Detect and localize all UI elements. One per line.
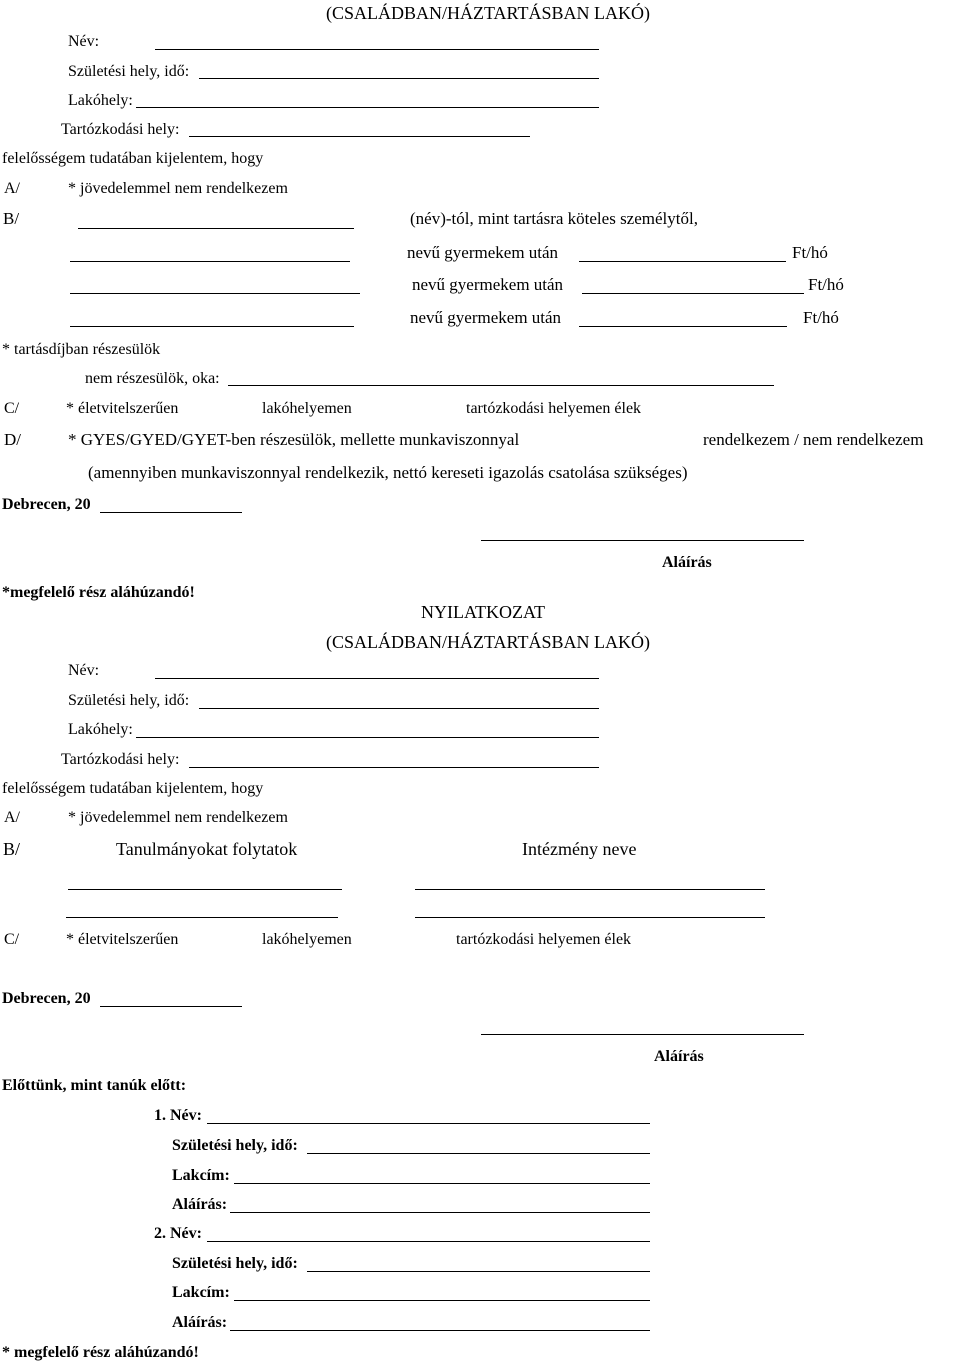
form1-child2-line[interactable] bbox=[70, 293, 360, 294]
form1-a-text: * jövedelemmel nem rendelkezem bbox=[68, 180, 288, 197]
form2-footnote: * megfelelő rész aláhúzandó! bbox=[2, 1344, 199, 1361]
form1-d-options: rendelkezem / nem rendelkezem bbox=[703, 430, 924, 449]
form2-signature-label: Aláírás bbox=[654, 1048, 704, 1065]
form1-c-label: C/ bbox=[4, 400, 20, 417]
form1-child1-text: nevű gyermekem után bbox=[407, 243, 559, 262]
form2-studies-line1[interactable] bbox=[68, 889, 342, 890]
form1-b-name-line[interactable] bbox=[78, 228, 354, 229]
form2-c-text1: * életvitelszerűen bbox=[66, 931, 179, 948]
form2-b-label: B/ bbox=[3, 839, 21, 859]
form1-date-line[interactable] bbox=[100, 512, 242, 513]
witness1-address-line[interactable] bbox=[234, 1183, 650, 1184]
form1-c-text3: tartózkodási helyemen élek bbox=[466, 400, 642, 417]
form1-d-note: (amennyiben munkaviszonnyal rendelkezik, nettó kereseti igazolás csatolása szükséges) bbox=[88, 463, 688, 482]
form1-footnote: *megfelelő rész aláhúzandó! bbox=[2, 584, 195, 601]
witness2-name-label: 2. Név: bbox=[154, 1225, 202, 1242]
form1-residence-line[interactable] bbox=[136, 107, 599, 108]
form1-child2-unit: Ft/hó bbox=[808, 275, 844, 294]
form1-child3-text: nevű gyermekem után bbox=[410, 308, 562, 327]
form2-studies-label: Tanulmányokat folytatok bbox=[116, 839, 298, 859]
witness1-address-label: Lakcím: bbox=[172, 1167, 230, 1184]
form1-child1-unit: Ft/hó bbox=[792, 243, 828, 262]
witness2-address-line[interactable] bbox=[234, 1300, 650, 1301]
form1-reason-line[interactable] bbox=[228, 385, 774, 386]
witness2-name-line[interactable] bbox=[207, 1241, 650, 1242]
form2-residence-line[interactable] bbox=[136, 737, 599, 738]
form2-birth-line[interactable] bbox=[199, 708, 599, 709]
witness2-address-label: Lakcím: bbox=[172, 1284, 230, 1301]
form1-a-label: A/ bbox=[4, 180, 20, 197]
form2-signature-line[interactable] bbox=[481, 1034, 804, 1035]
form1-title: (CSALÁDBAN/HÁZTARTÁSBAN LAKÓ) bbox=[326, 3, 650, 23]
witness1-signature-line[interactable] bbox=[230, 1212, 650, 1213]
form1-child3-unit: Ft/hó bbox=[803, 308, 839, 327]
form2-stay-label: Tartózkodási hely: bbox=[61, 751, 180, 768]
witness2-birth-line[interactable] bbox=[307, 1271, 650, 1272]
witness2-signature-line[interactable] bbox=[230, 1330, 650, 1331]
form2-stay-line[interactable] bbox=[189, 767, 599, 768]
form1-birth-label: Születési hely, idő: bbox=[68, 63, 190, 80]
form1-name-label: Név: bbox=[68, 33, 100, 50]
form2-c-text2: lakóhelyemen bbox=[262, 931, 352, 948]
form1-stay-line[interactable] bbox=[189, 136, 530, 137]
form1-residence-label: Lakóhely: bbox=[68, 92, 133, 109]
form1-d-text: * GYES/GYED/GYET-ben részesülök, mellette munkaviszonnyal bbox=[68, 430, 520, 449]
form1-child1-amount-line[interactable] bbox=[579, 261, 786, 262]
form1-child2-text: nevű gyermekem után bbox=[412, 275, 564, 294]
form2-declaration: felelősségem tudatában kijelentem, hogy bbox=[2, 780, 264, 797]
form2-residence-label: Lakóhely: bbox=[68, 721, 133, 738]
witness2-signature-label: Aláírás: bbox=[172, 1314, 228, 1331]
form1-b-label: B/ bbox=[3, 209, 20, 228]
witness1-signature-label: Aláírás: bbox=[172, 1196, 228, 1213]
form1-name-line[interactable] bbox=[155, 49, 599, 50]
form2-date-line[interactable] bbox=[100, 1006, 242, 1007]
form1-stay-label: Tartózkodási hely: bbox=[61, 121, 180, 138]
form1-birth-line[interactable] bbox=[199, 78, 599, 79]
form1-b-text: (név)-tól, mint tartásra köteles személytől, bbox=[410, 209, 698, 228]
form1-signature-label: Aláírás bbox=[662, 554, 712, 571]
form1-child2-amount-line[interactable] bbox=[582, 293, 804, 294]
form1-signature-line[interactable] bbox=[481, 540, 804, 541]
form1-c-text2: lakóhelyemen bbox=[262, 400, 352, 417]
form1-d-label: D/ bbox=[4, 430, 21, 449]
form1-not-receiving-label: nem részesülök, oka: bbox=[85, 370, 220, 387]
form1-place-date-label: Debrecen, 20 bbox=[2, 496, 91, 513]
witness1-name-label: 1. Név: bbox=[154, 1107, 202, 1124]
form2-place-date-label: Debrecen, 20 bbox=[2, 990, 91, 1007]
witnesses-heading: Előttünk, mint tanúk előtt: bbox=[2, 1077, 187, 1094]
form2-name-line[interactable] bbox=[155, 678, 599, 679]
witness1-birth-line[interactable] bbox=[307, 1153, 650, 1154]
form2-c-text3: tartózkodási helyemen élek bbox=[456, 931, 632, 948]
form2-name-label: Név: bbox=[68, 662, 100, 679]
form2-institution-line1[interactable] bbox=[415, 889, 765, 890]
form1-child3-amount-line[interactable] bbox=[579, 326, 787, 327]
witness1-name-line[interactable] bbox=[207, 1123, 650, 1124]
witness1-birth-label: Születési hely, idő: bbox=[172, 1137, 298, 1154]
form1-alimony-text: * tartásdíjban részesülök bbox=[2, 341, 161, 358]
form1-child1-line[interactable] bbox=[70, 261, 350, 262]
form2-birth-label: Születési hely, idő: bbox=[68, 692, 190, 709]
form2-c-label: C/ bbox=[4, 931, 20, 948]
form1-declaration: felelősségem tudatában kijelentem, hogy bbox=[2, 150, 264, 167]
form2-a-text: * jövedelemmel nem rendelkezem bbox=[68, 809, 288, 826]
form2-subtitle: (CSALÁDBAN/HÁZTARTÁSBAN LAKÓ) bbox=[326, 632, 650, 652]
form1-c-text1: * életvitelszerűen bbox=[66, 400, 179, 417]
form2-studies-line2[interactable] bbox=[66, 917, 338, 918]
form2-title: NYILATKOZAT bbox=[421, 602, 545, 622]
witness2-birth-label: Születési hely, idő: bbox=[172, 1255, 298, 1272]
form2-a-label: A/ bbox=[4, 809, 20, 826]
form2-institution-label: Intézmény neve bbox=[522, 839, 637, 859]
form2-institution-line2[interactable] bbox=[415, 917, 765, 918]
form1-child3-line[interactable] bbox=[70, 326, 354, 327]
